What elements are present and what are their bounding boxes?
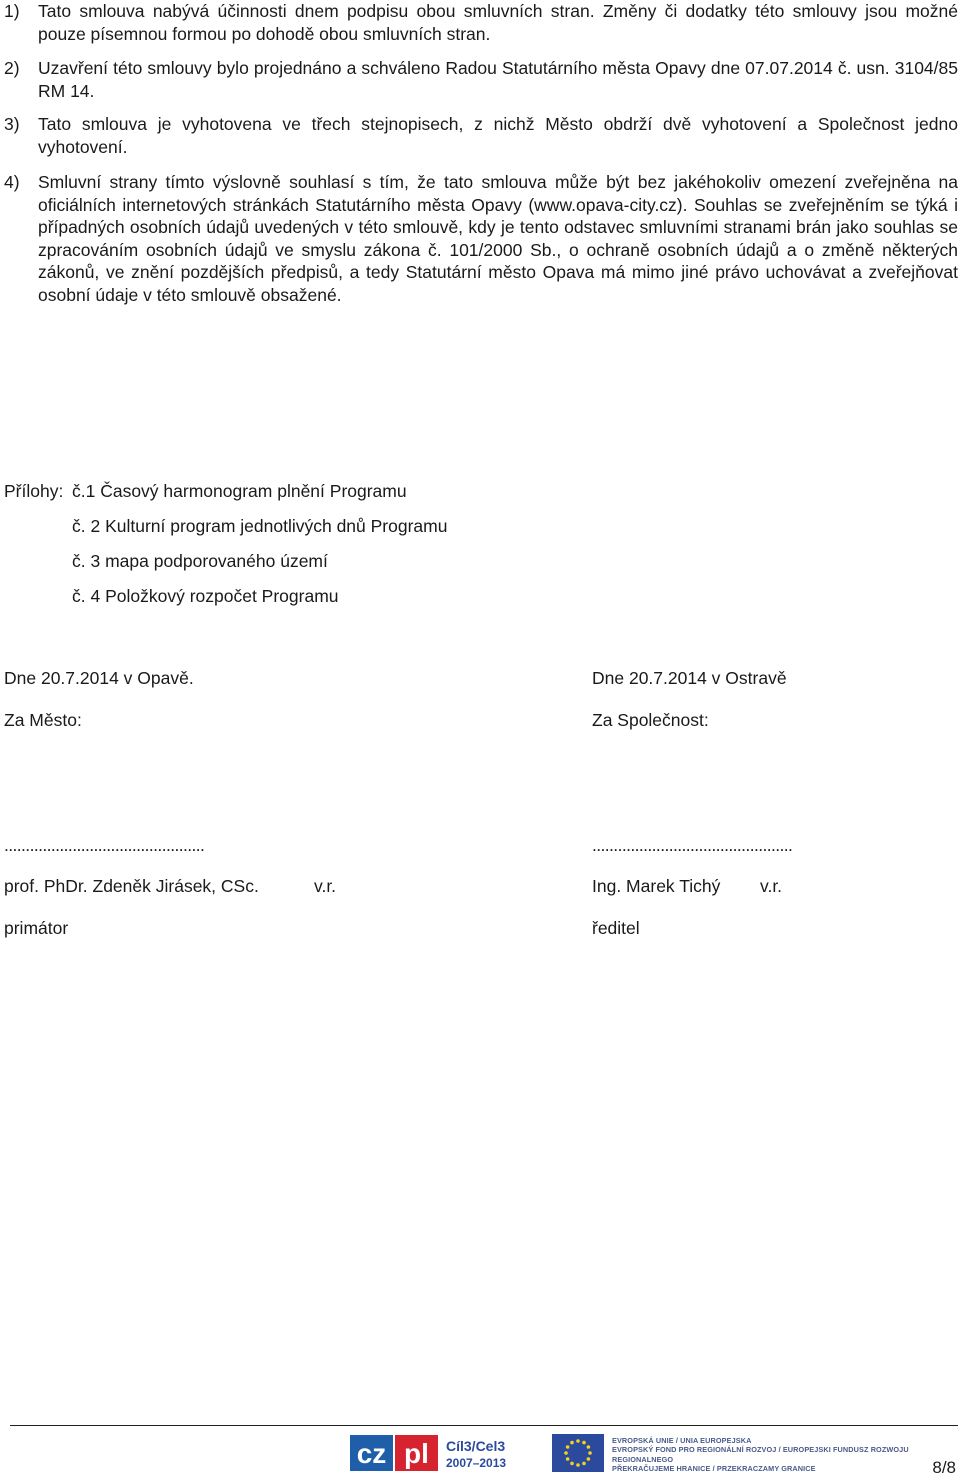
eu-flag-icon <box>552 1434 604 1472</box>
paragraph-number: 1) <box>4 1 20 21</box>
paragraph-text: Smluvní strany tímto výslovně souhlasí s tím, že tato smlouva může být bez jakéhokoliv omezení zveřejněna na oficiálních internetových stránkách Statutárního města Opavy (www.opava-city.cz). Souhlas se zveřejněním se týká i případných osobních údajů uvedených v této smlouvě, kdy je tento odstavec smluvními stranami brán jako souhlas se zpracováním osobních údajů ve smyslu zákona č. 101/2000 Sb., o ochraně osobních údajů a o změně některých zákonů, ve znění pozdějších předpisů, a tedy Statutární město Opava má mimo jiné právo uchovávat a zveřejňovat osobní údaje v této smlouvě obsažené. <box>38 172 958 305</box>
eu-star-icon <box>566 1445 570 1449</box>
signature-date-place: Dne 20.7.2014 v Ostravě <box>592 668 787 688</box>
eu-star-icon <box>587 1445 591 1449</box>
signatory-name: prof. PhDr. Zdeněk Jirásek, CSc. <box>4 876 259 896</box>
eu-line: EVROPSKÝ FOND PRO REGIONÁLNÍ ROZVOJ / EUROPEJSKI FUNDUSZ ROZWOJU REGIONALNEGO <box>612 1445 909 1464</box>
signatory-role: ředitel <box>592 918 640 938</box>
eu-line: EVROPSKÁ UNIE / UNIA EUROPEJSKA <box>612 1436 752 1445</box>
logo-cz-text: cz <box>356 1438 387 1469</box>
paragraph-text: Tato smlouva je vyhotovena ve třech stejnopisech, z nichž Město obdrží dvě vyhotovení a Společnost jedno vyhotovení. <box>38 114 958 157</box>
eu-star-icon <box>566 1457 570 1461</box>
signature-date-place: Dne 20.7.2014 v Opavě. <box>4 668 194 688</box>
logo-years-text: 2007–2013 <box>446 1456 507 1470</box>
signature-dots: ............................................... <box>4 835 205 855</box>
signatory-role: primátor <box>4 918 69 938</box>
eu-star-icon <box>582 1441 586 1445</box>
logo-cil-text: Cíl3/Cel3 <box>446 1438 506 1454</box>
eu-erdf-logo <box>552 1432 924 1476</box>
attachment-item: č. 4 Položkový rozpočet Programu <box>72 586 339 606</box>
signature-party: Za Město: <box>4 710 82 730</box>
paragraph-number: 2) <box>4 58 20 78</box>
paragraph-text: Uzavření této smlouvy bylo projednáno a schváleno Radou Statutárního města Opavy dne 07.07.2014 č. usn. 3104/85 RM 14. <box>38 58 958 101</box>
signatory-vr: v.r. <box>314 876 337 896</box>
eu-star-icon <box>570 1441 574 1445</box>
attachment-item: č. 2 Kulturní program jednotlivých dnů Programu <box>72 516 448 536</box>
page-number: 8/8 <box>932 1458 956 1477</box>
eu-star-icon <box>587 1457 591 1461</box>
eu-star-icon <box>570 1462 574 1466</box>
eu-star-icon <box>576 1439 580 1443</box>
eu-star-icon <box>576 1463 580 1467</box>
paragraph-number: 3) <box>4 114 20 134</box>
signatory-vr: v.r. <box>760 876 783 896</box>
eu-line: PŘEKRAČUJEME HRANICE / PRZEKRACZAMY GRANICE <box>612 1464 816 1474</box>
attachments-label: Přílohy: <box>4 481 64 501</box>
paragraph-text: Tato smlouva nabývá účinnosti dnem podpisu obou smluvních stran. Změny či dodatky této smlouvy jsou možné pouze písemnou formou po dohodě obou smluvních stran. <box>38 1 958 44</box>
eu-star-icon <box>582 1462 586 1466</box>
attachment-item: č.1 Časový harmonogram plnění Programu <box>72 481 407 501</box>
footer-divider <box>10 1425 958 1426</box>
signature-party: Za Společnost: <box>592 710 709 730</box>
signature-dots: ............................................... <box>592 835 793 855</box>
eu-text-block <box>612 1436 924 1474</box>
logo-pl-text: pl <box>404 1438 429 1469</box>
signatory-name: Ing. Marek Tichý <box>592 876 721 896</box>
eu-star-icon <box>588 1451 592 1455</box>
paragraph-number: 4) <box>4 172 20 192</box>
attachment-item: č. 3 mapa podporovaného území <box>72 551 328 571</box>
czpl-programme-logo <box>350 1432 512 1474</box>
eu-star-icon <box>564 1451 568 1455</box>
